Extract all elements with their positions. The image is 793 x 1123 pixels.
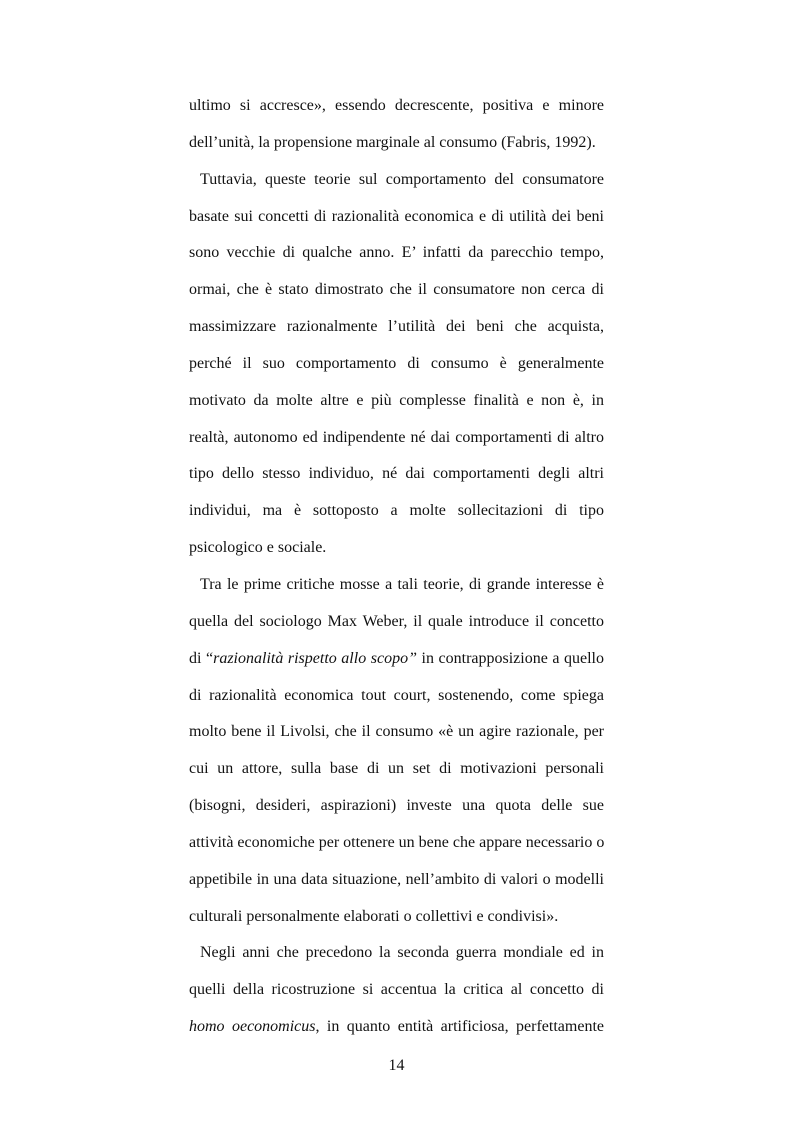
text-line: Negli anni che precedono la seconda guerra mondiale ed in <box>200 944 604 962</box>
text-line <box>189 641 604 678</box>
text-line: di razionalità economica tout court, sostenendo, come spiega <box>189 686 604 704</box>
text-line: cui un attore, sulla base di un set di motivazioni personali <box>189 760 604 778</box>
text-line: psicologico e sociale. <box>189 539 327 557</box>
text-line: (bisogni, desideri, aspirazioni) investe una quota delle sue <box>189 797 604 815</box>
body-text <box>189 88 604 1046</box>
text-line: culturali personalmente elaborati o collettivi e condivisi». <box>189 907 559 925</box>
text-line: dell’unità, la propensione marginale al consumo (Fabris, 1992). <box>189 133 596 151</box>
text-line: Tuttavia, queste teorie sul comportamento del consumatore <box>200 170 604 188</box>
page-number: 14 <box>388 1057 405 1074</box>
text-line: quella del sociologo Max Weber, il quale introduce il concetto <box>189 612 604 630</box>
text-line: appetibile in una data situazione, nell’ambito di valori o modelli <box>189 870 604 888</box>
text-run: di “ <box>189 649 214 667</box>
paragraph-2 <box>189 162 604 567</box>
paragraph-4 <box>189 935 604 1046</box>
text-line: massimizzare razionalmente l’utilità dei beni che acquista, <box>189 318 604 336</box>
italic-quote: razionalità rispetto allo scopo” <box>213 649 417 667</box>
text-line: ormai, che è stato dimostrato che il consumatore non cerca di <box>189 281 604 299</box>
text-line: sono vecchie di qualche anno. E’ infatti da parecchio tempo, <box>189 244 604 262</box>
text-line: ultimo si accresce», essendo decrescente, positiva e minore <box>189 97 604 114</box>
text-line: realtà, autonomo ed indipendente né dai comportamenti di altro <box>189 428 604 446</box>
text-line: basate sui concetti di razionalità economica e di utilità dei beni <box>189 207 604 225</box>
text-run: in contrapposizione a quello <box>416 649 604 667</box>
text-run: , in quanto entità artificiosa, perfettamente <box>315 1018 604 1036</box>
text-line: molto bene il Livolsi, che il consumo «è un agire razionale, per <box>189 723 604 741</box>
text-line: tipo dello stesso individuo, né dai comportamenti degli altri <box>189 465 604 483</box>
italic-term: homo oeconomicus <box>189 1018 316 1036</box>
text-line: motivato da molte altre e più complesse finalità e non è, in <box>189 391 604 409</box>
text-line: perché il suo comportamento di consumo è generalmente <box>189 354 604 372</box>
text-line: individui, ma è sottoposto a molte sollecitazioni di tipo <box>189 502 604 520</box>
paragraph-3 <box>189 567 604 935</box>
text-line: Tra le prime critiche mosse a tali teorie, di grande interesse è <box>200 575 604 593</box>
text-line: quelli della ricostruzione si accentua la critica al concetto di <box>189 981 604 999</box>
text-line: attività economiche per ottenere un bene che appare necessario o <box>189 833 605 851</box>
text-line <box>189 1009 604 1046</box>
paragraph-1 <box>189 88 604 162</box>
